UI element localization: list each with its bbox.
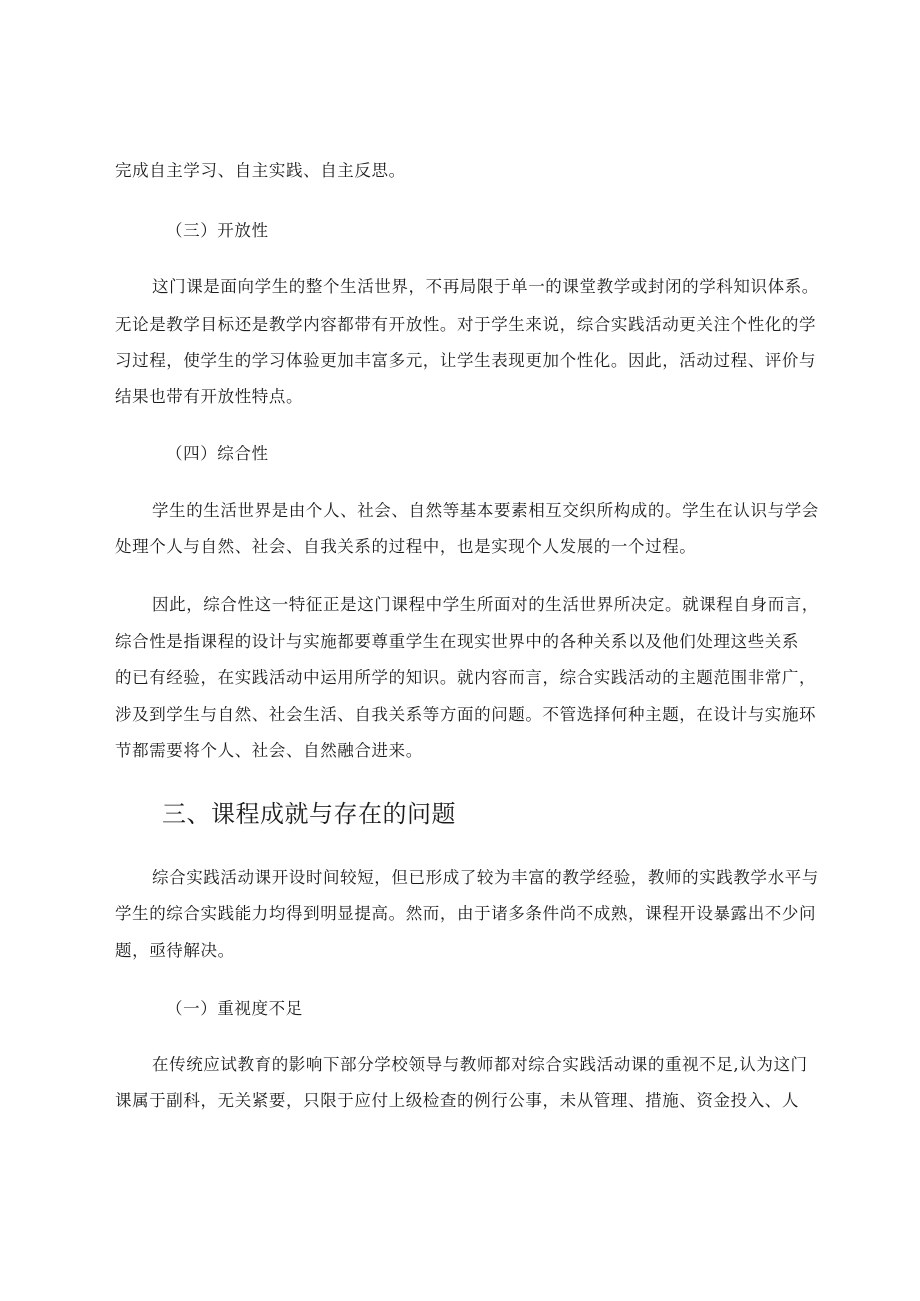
paragraph-line: 因此，综合性这一特征正是这门课程中学生所面对的生活世界所决定。就课程自身而言， — [152, 595, 819, 614]
paragraph-line: 节都需要将个人、社会、自然融合进来。 — [115, 741, 423, 760]
subsection-heading: （四）综合性 — [166, 444, 269, 463]
paragraph-line: 在传统应试教育的影响下部分学校领导与教师都对综合实践活动课的重视不足,认为这门 — [152, 1055, 808, 1074]
paragraph-line: 综合性是指课程的设计与实施都要尊重学生在现实世界中的各种关系以及他们处理这些关系 — [115, 632, 799, 651]
paragraph-line: 无论是教学目标还是教学内容都带有开放性。对于学生来说，综合实践活动更关注个性化的学 — [115, 315, 817, 334]
paragraph-line: 完成自主学习、自主实践、自主反思。 — [115, 161, 406, 180]
paragraph-line: 处理个人与自然、社会、自我关系的过程中，也是实现个人发展的一个过程。 — [115, 537, 697, 556]
section-heading: 三、课程成就与存在的问题 — [162, 800, 456, 828]
paragraph-line: 综合实践活动课开设时间较短，但已形成了较为丰富的教学经验，教师的实践教学水平与 — [152, 868, 819, 887]
paragraph-line: 课属于副科，无关紧要，只限于应付上级检查的例行公事，未从管理、措施、资金投入、人 — [115, 1091, 799, 1110]
paragraph-line: 学生的综合实践能力均得到明显提高。然而，由于诸多条件尚不成熟，课程开设暴露出不少问 — [115, 904, 817, 923]
paragraph-line: 习过程，使学生的学习体验更加丰富多元，让学生表现更加个性化。因此，活动过程、评价与 — [115, 351, 817, 370]
subsection-heading: （三）开放性 — [166, 221, 269, 240]
paragraph-line: 这门课是面向学生的整个生活世界，不再局限于单一的课堂教学或封闭的学科知识体系。 — [152, 277, 819, 296]
paragraph-line: 题，亟待解决。 — [115, 941, 235, 960]
paragraph-line: 学生的生活世界是由个人、社会、自然等基本要素相互交织所构成的。学生在认识与学会 — [152, 501, 819, 520]
paragraph-line: 结果也带有开放性特点。 — [115, 387, 304, 406]
subsection-heading: （一）重视度不足 — [166, 999, 303, 1018]
paragraph-line: 的已有经验，在实践活动中运用所学的知识。就内容而言，综合实践活动的主题范围非常广， — [115, 668, 817, 687]
paragraph-line: 涉及到学生与自然、社会生活、自我关系等方面的问题。不管选择何种主题，在设计与实施环 — [115, 705, 817, 724]
